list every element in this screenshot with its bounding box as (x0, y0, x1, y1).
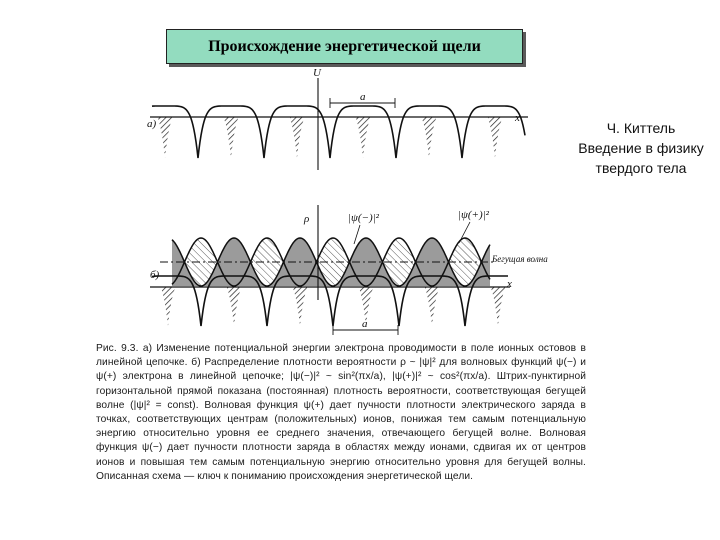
psi-plus-label: |ψ(+)|² (458, 209, 489, 221)
period-label-bottom: a (362, 318, 368, 330)
travelling-wave-label: Бегущая волна (492, 254, 548, 264)
panel-b-label: б) (150, 269, 160, 281)
period-label-top: a (360, 91, 366, 103)
u-axis-label: U (313, 67, 321, 79)
psi-minus-pointer (354, 225, 360, 244)
credit-book-line1: Введение в физику (578, 140, 704, 156)
potential-curve (152, 106, 525, 158)
credit-book-line2: твердого тела (595, 160, 687, 176)
slide-title-text: Происхождение энергетической щели (208, 37, 481, 55)
credit-author: Ч. Киттель (606, 120, 676, 136)
x-axis-label-a: x (515, 112, 520, 124)
figure-caption: Рис. 9.3. а) Изменение потенциальной энергии электрона проводимости в поле ионных остовов в линейной цепочке. б) Распределение плотности вероятности ρ ~ |ψ|² для волновых функций ψ(−) и ψ(+) электрона в линейной цепочке; |ψ(−)|² ~ sin²(πx/a), |ψ(+)|² ~ cos²(πx/a). Штрих-пунктирной горизонтальной прямой показана (постоянная) плотность вероятности, соответствующая бегущей волне (|ψ|² = const). Волновая функция ψ(+) дает пучности плотности электрического заряда в точках, соответствующих центрам (положительных) ионов, понижая тем самым потенциальную энергию относительно уровня ее среднего значения, отвечающего бегущей волне. Волновая функция ψ(−) дает пучности плотности заряда в областях между ионами, сдвигая их от центров ионов и повышая тем самым потенциальную энергию относительно уровня для бегущей волны. Описанная схема — ключ к пониманию происхождения энергетической щели. (96, 343, 586, 482)
x-axis-label-b: x (507, 278, 512, 290)
panel-a-potential (147, 67, 528, 170)
rho-axis-label: ρ (304, 213, 310, 225)
psi-minus-label: |ψ(−)|² (348, 212, 379, 224)
panel-a-label: a) (147, 118, 157, 130)
